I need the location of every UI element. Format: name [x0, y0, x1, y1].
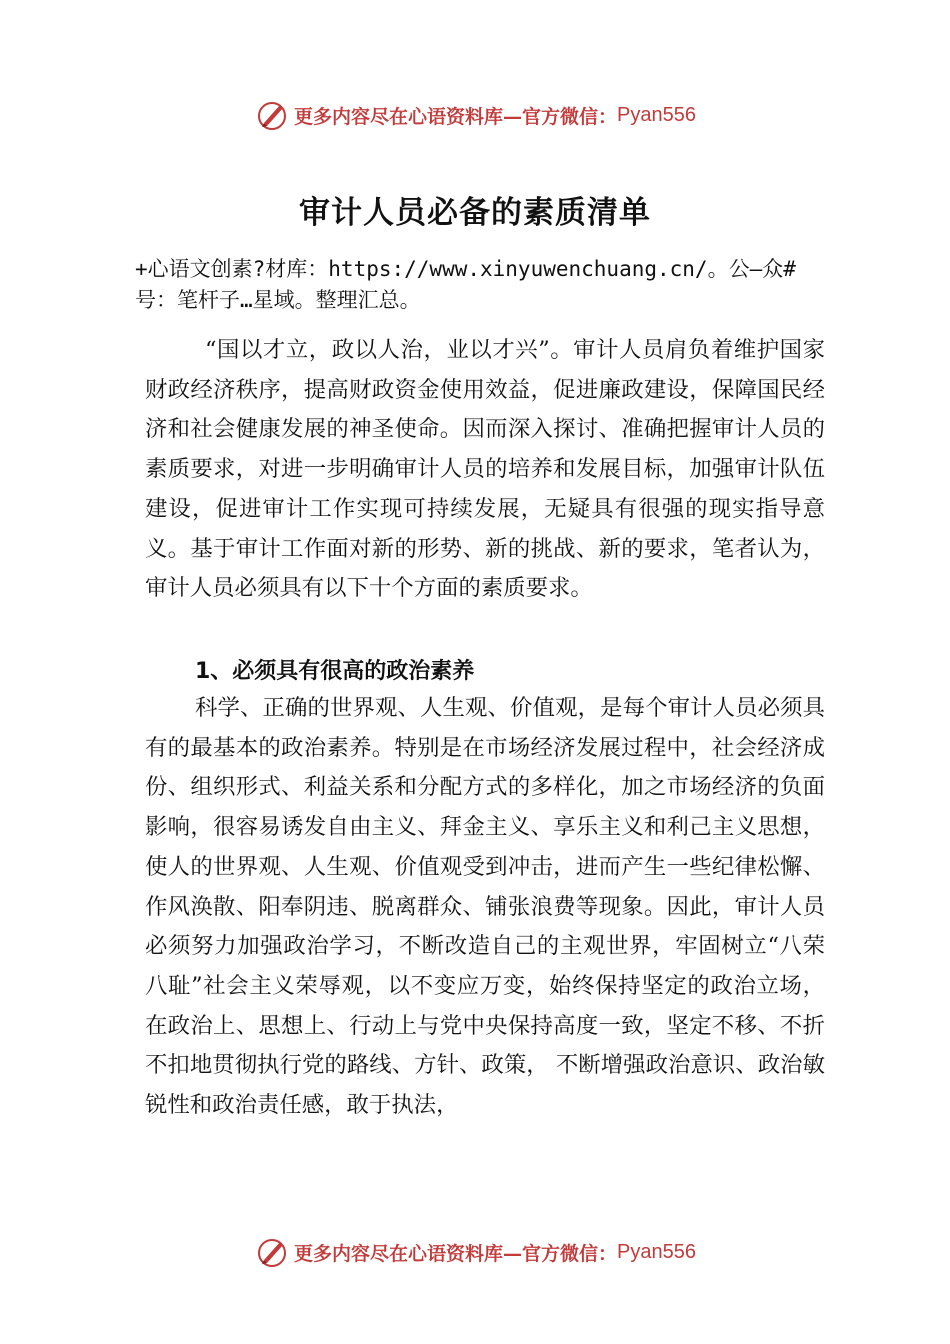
watermark-banner-bottom [0, 1232, 950, 1272]
watermark-wechat-id: Pyan556 [617, 103, 696, 126]
source-line: +心语文创素?材库：https://www.xinyuwenchuang.cn/。公—众#号：笔杆子…星域。整理汇总。 [135, 257, 796, 312]
watermark-wechat-id: Pyan556 [617, 1240, 696, 1263]
intro-paragraph: “国以才立，政以人治，业以才兴”。审计人员肩负着维护国家财政经济秩序，提高财政资金使用效益，促进廉政建设，保障国民经济和社会健康发展的神圣使命。因而深入探讨、准确把握审计人员的素质要求，对进一步明确审计人员的培养和发展目标，加强审计队伍建设，促进审计工作实现可持续发展，无疑具有很强的现实指导意义。基于审计工作面对新的形势、新的挑战、新的要求，笔者认为，审计人员必须具有以下十个方面的素质要求。 [145, 337, 825, 602]
watermark-banner-top [0, 95, 950, 135]
pen-logo-icon [254, 1234, 290, 1270]
section-heading-1: 1、必须具有很高的政治素养 [195, 659, 475, 684]
section-body-1: 科学、正确的世界观、人生观、价值观，是每个审计人员必须具有的最基本的政治素养。特别是在市场经济发展过程中，社会经济成份、组织形式、利益关系和分配方式的多样化，加之市场经济的负面影响，很容易诱发自由主义、拜金主义、享乐主义和利己主义思想，使人的世界观、人生观、价值观受到冲击，进而产生一些纪律松懈、作风涣散、阳奉阴违、脱离群众、铺张浪费等现象。因此，审计人员必须努力加强政治学习，不断改造自己的主观世界，牢固树立“八荣八耻”社会主义荣辱观，以不变应万变，始终保持坚定的政治立场，在政治上、思想上、行动上与党中央保持高度一致，坚定不移、不折不扣地贯彻执行党的路线、方针、政策， 不断增强政治意识、政治敏锐性和政治责任感，敢于执法， [145, 695, 825, 1119]
document-title: 审计人员必备的素质清单 [299, 195, 651, 231]
pen-logo-icon [254, 97, 290, 133]
watermark-text: 更多内容尽在心语资料库—官方微信： [294, 1242, 618, 1265]
watermark-text: 更多内容尽在心语资料库—官方微信： [294, 105, 618, 128]
